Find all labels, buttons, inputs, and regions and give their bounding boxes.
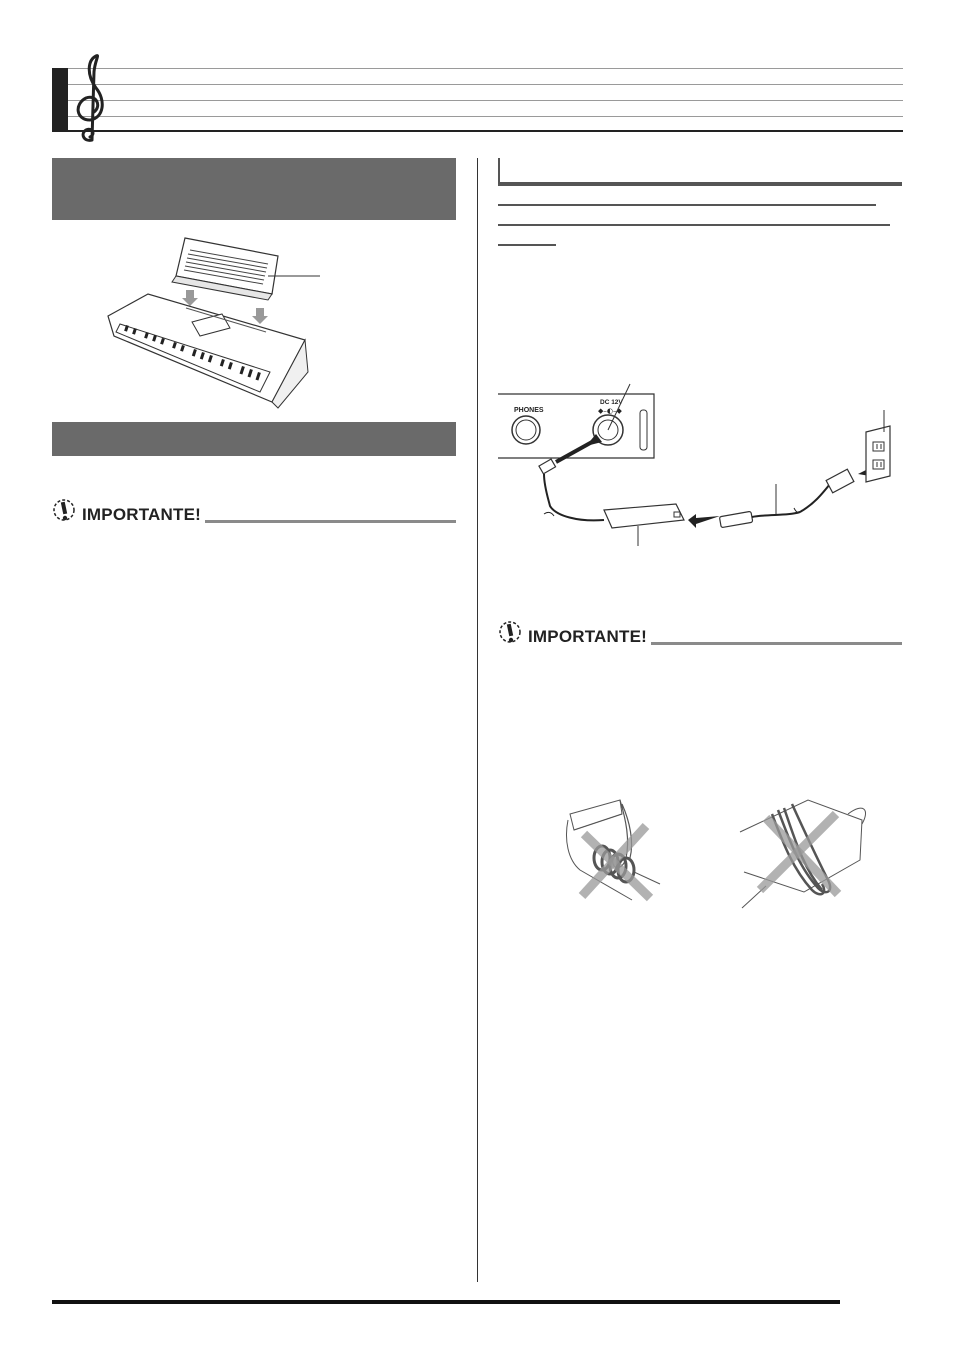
text-underline	[498, 244, 556, 246]
ac-adapter-connection-diagram	[498, 376, 902, 548]
page-footer-rule	[52, 1300, 840, 1304]
staff-line	[68, 100, 903, 101]
exclamation-icon	[498, 620, 528, 646]
important-label: IMPORTANTE!	[82, 505, 201, 524]
exclamation-icon	[52, 498, 82, 524]
keyboard-music-stand-illustration	[100, 232, 330, 418]
cord-bending-prohibited-illustration	[560, 800, 680, 904]
section-header-ac-adapter	[498, 158, 902, 186]
cord-wrapping-prohibited-illustration	[738, 796, 872, 910]
important-notice-right	[498, 620, 902, 646]
important-label: IMPORTANTE!	[528, 627, 647, 646]
polarity-symbol: ◆–◐–◆	[598, 407, 622, 415]
important-rule	[205, 520, 456, 523]
important-notice-left	[52, 498, 456, 524]
treble-clef-icon	[70, 52, 110, 144]
dc-label: DC 12V	[600, 399, 623, 406]
column-divider	[477, 158, 478, 1282]
staff-line	[68, 84, 903, 85]
text-underline	[498, 224, 890, 226]
header-marker-block	[52, 68, 68, 132]
phones-label: PHONES	[514, 407, 544, 414]
staff-line	[68, 116, 903, 117]
staff-bottom-line	[68, 130, 903, 132]
staff-line	[68, 68, 903, 69]
section-banner-power	[52, 422, 456, 456]
important-rule	[651, 642, 902, 645]
text-underline	[498, 204, 876, 206]
section-banner-music-stand	[52, 158, 456, 220]
